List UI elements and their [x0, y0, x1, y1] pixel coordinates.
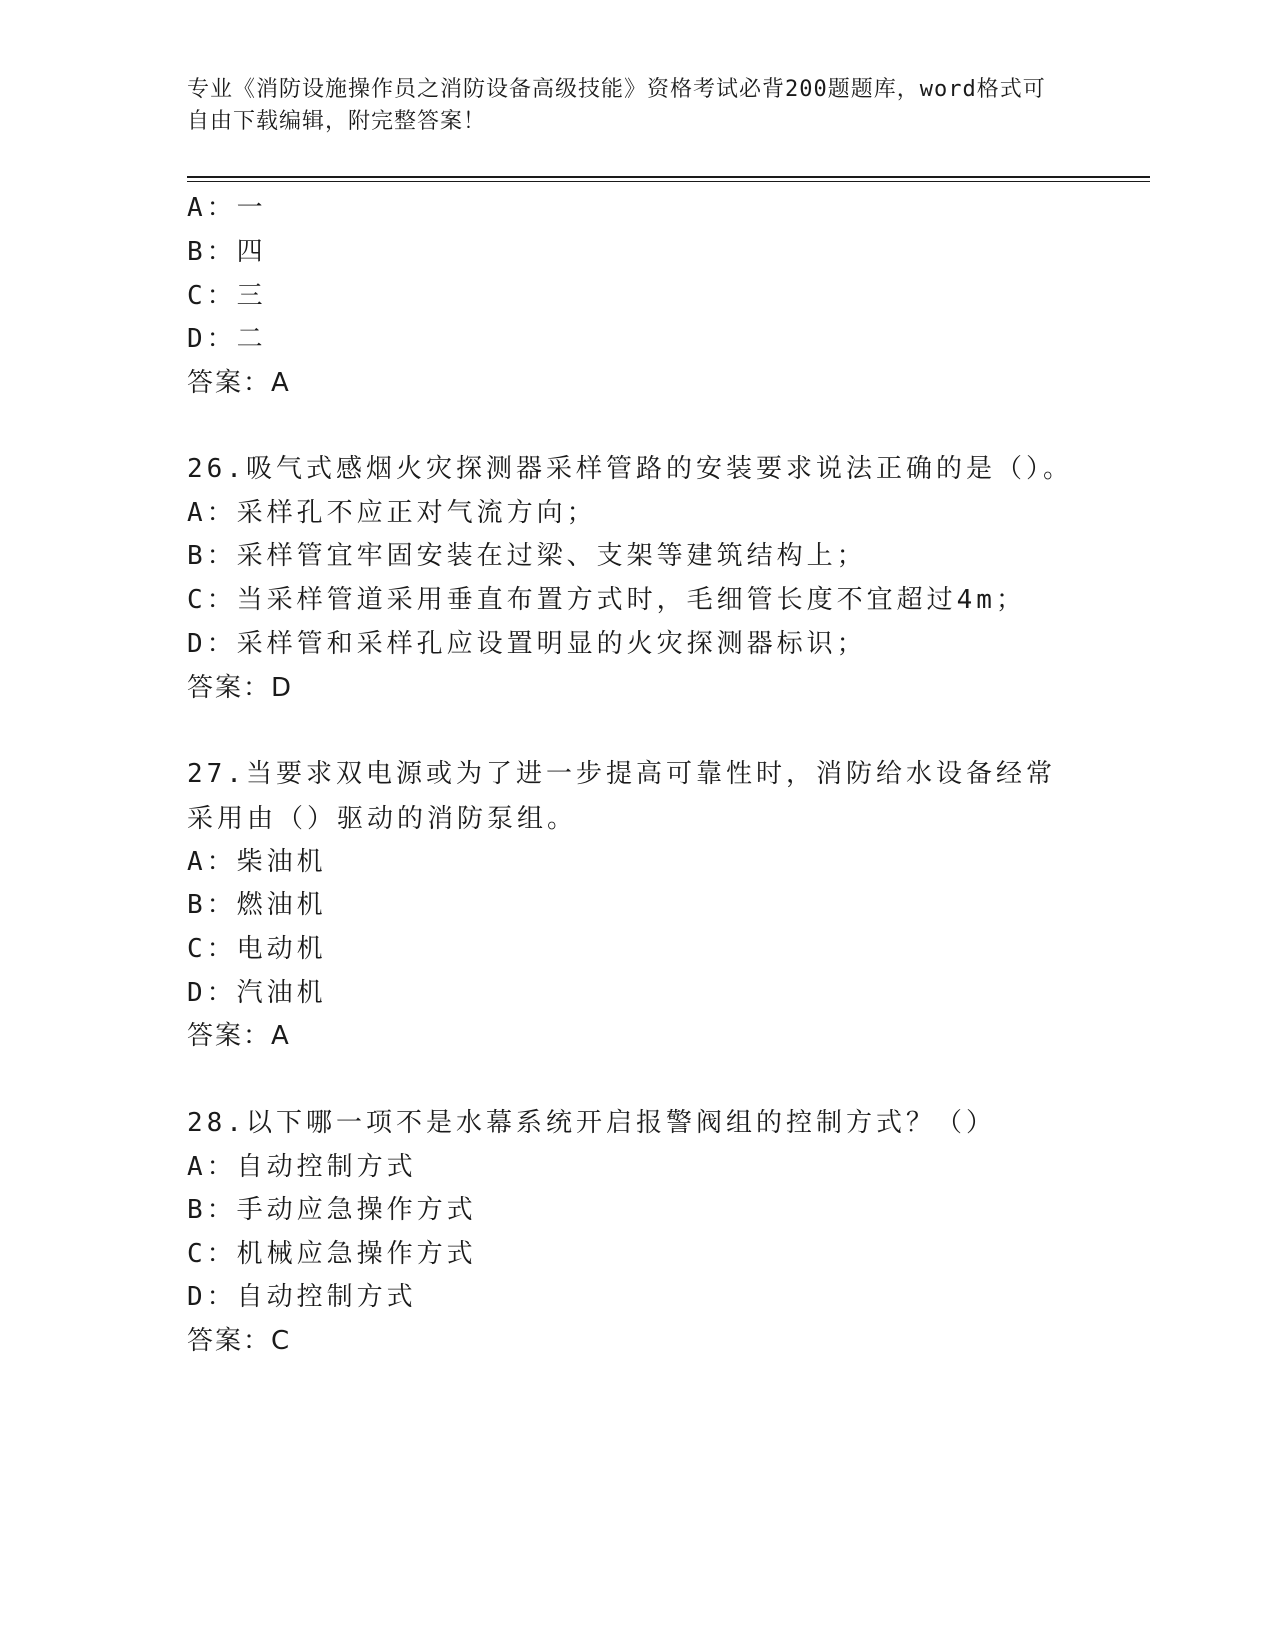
answer: 答案：A	[187, 368, 291, 398]
option-b: B：四	[187, 237, 267, 267]
option-c: C：三	[187, 281, 267, 311]
option-d: D：自动控制方式	[187, 1282, 417, 1312]
option-b: B：燃油机	[187, 890, 327, 920]
answer: 答案：A	[187, 1021, 291, 1051]
option-d: D：汽油机	[187, 978, 327, 1008]
option-a: A：柴油机	[187, 847, 327, 877]
option-b: B：手动应急操作方式	[187, 1195, 477, 1225]
option-b: B：采样管宜牢固安装在过梁、支架等建筑结构上；	[187, 541, 867, 571]
document-header: 专业《消防设施操作员之消防设备高级技能》资格考试必背200题题库，word格式可自由下载编辑，附完整答案！	[187, 77, 1046, 134]
option-c: C：当采样管道采用垂直布置方式时，毛细管长度不宜超过4m；	[187, 585, 1026, 615]
option-a: A：采样孔不应正对气流方向；	[187, 498, 597, 528]
option-d: D：采样管和采样孔应设置明显的火灾探测器标识；	[187, 629, 867, 659]
option-a: A：自动控制方式	[187, 1152, 417, 1182]
answer: 答案：D	[187, 673, 294, 703]
option-c: C：电动机	[187, 934, 327, 964]
option-c: C：机械应急操作方式	[187, 1239, 477, 1269]
option-a: A：一	[187, 193, 267, 223]
question-stem: 26.吸气式感烟火灾探测器采样管路的安装要求说法正确的是（）。	[187, 454, 1073, 484]
question-stem: 28.以下哪一项不是水幕系统开启报警阀组的控制方式？（）	[187, 1108, 996, 1138]
option-d: D：二	[187, 324, 267, 354]
header-divider-thin	[187, 181, 1150, 182]
answer: 答案：C	[187, 1326, 292, 1356]
header-divider	[187, 176, 1150, 178]
question-stem: 27.当要求双电源或为了进一步提高可靠性时，消防给水设备经常采用由（）驱动的消防泵组。	[187, 759, 1056, 834]
